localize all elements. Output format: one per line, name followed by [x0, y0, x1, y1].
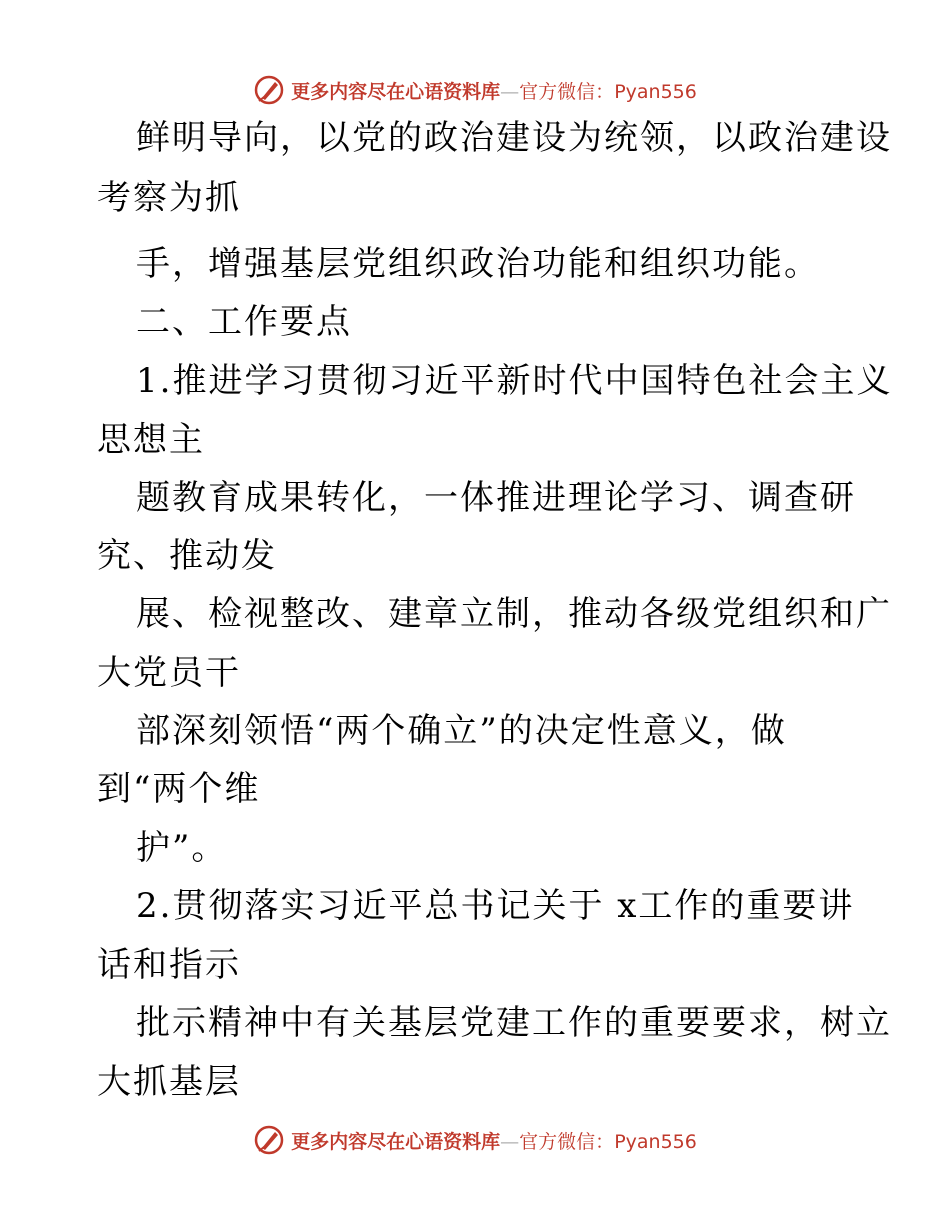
text-line: 批示精神中有关基层党建工作的重要要求，树立: [136, 1003, 892, 1043]
text-line: 鲜明导向，以党的政治建设为统领，以政治建设: [136, 118, 892, 158]
watermark-wechat-id: Pyan556: [614, 1130, 697, 1153]
watermark-dash: —: [500, 80, 520, 103]
watermark-dash: —: [500, 1130, 520, 1153]
watermark-wechat-label: 官方微信：: [519, 1130, 615, 1153]
text-line: 话和指示: [97, 945, 241, 985]
text-line: 手，增强基层党组织政治功能和组织功能。: [136, 244, 820, 284]
header-watermark: [0, 72, 950, 108]
watermark-main: 更多内容尽在心语资料库: [291, 1130, 501, 1153]
quill-logo-icon: [253, 1124, 285, 1156]
watermark-main: 更多内容尽在心语资料库: [291, 80, 501, 103]
text-line: 展、检视整改、建章立制，推动各级党组织和广: [136, 594, 892, 634]
quill-logo-icon: [253, 74, 285, 106]
text-line: 1.推进学习贯彻习近平新时代中国特色社会主义: [136, 361, 893, 401]
footer-watermark: [0, 1122, 950, 1158]
text-line: 题教育成果转化，一体推进理论学习、调查研: [136, 478, 856, 518]
section-heading: 二、工作要点: [136, 302, 352, 342]
watermark-wechat-id: Pyan556: [614, 80, 697, 103]
text-line: 护”。: [136, 828, 228, 868]
watermark-text: [291, 1127, 697, 1154]
text-line: 部深刻领悟“两个确立”的决定性意义，做: [136, 711, 787, 751]
text-line: 大党员干: [97, 653, 241, 693]
text-line: 思想主: [97, 420, 205, 460]
text-line: 考察为抓: [97, 178, 241, 218]
text-line: 大抓基层: [97, 1062, 241, 1102]
text-line: 到“两个维: [97, 769, 261, 809]
watermark-text: [291, 77, 697, 104]
text-line: 2.贯彻落实习近平总书记关于 x工作的重要讲: [136, 886, 855, 926]
text-line: 究、推动发: [97, 536, 277, 576]
watermark-wechat-label: 官方微信：: [519, 80, 615, 103]
